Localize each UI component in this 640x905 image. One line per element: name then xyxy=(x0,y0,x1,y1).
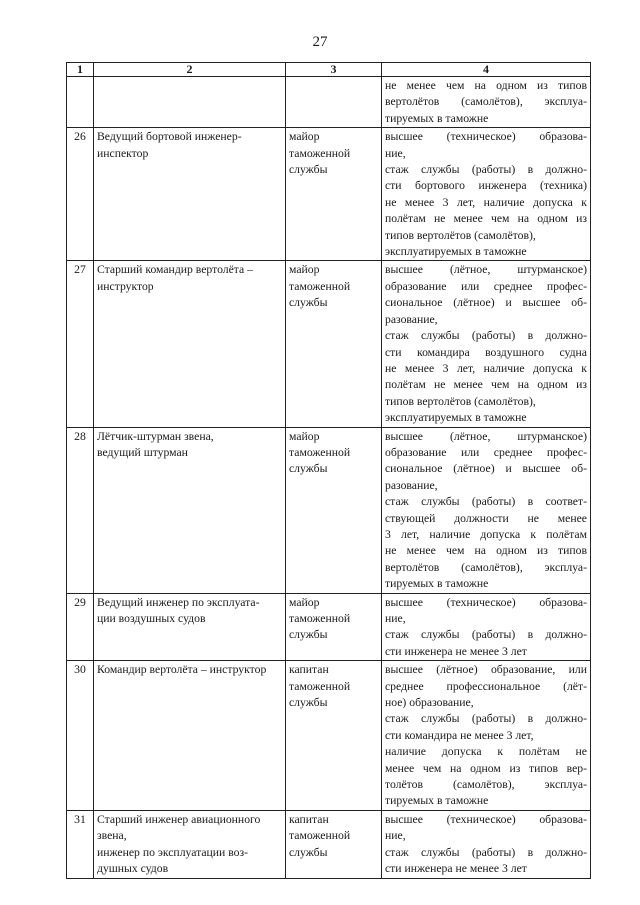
position-line: Лётчик-штурман звена, xyxy=(97,429,214,443)
row-number: 30 xyxy=(67,661,94,811)
header-row xyxy=(67,63,591,77)
rank-line: таможенной xyxy=(289,829,351,843)
continuation-requirements-cell xyxy=(382,77,591,128)
requirements-line: тируемых в таможне xyxy=(385,577,489,591)
requirements-line: ное) образование, xyxy=(385,696,474,710)
rank-line: службы xyxy=(289,163,328,177)
position-line: душных судов xyxy=(97,862,169,876)
requirements-line: разование, xyxy=(385,312,438,326)
rank-line: таможенной xyxy=(289,612,351,625)
requirements-line: стаж службы (работы) в должно- xyxy=(385,163,587,177)
rank-line: таможенной xyxy=(289,146,351,160)
requirements-line: сти бортового инженера (техника) xyxy=(385,179,587,193)
requirements-line: разование, xyxy=(385,478,438,492)
requirements-line: ние, xyxy=(385,146,406,160)
requirements-line: сиональное (лётное) и высшее об- xyxy=(385,296,587,310)
position-cell xyxy=(94,427,286,593)
qualification-table xyxy=(66,62,591,879)
requirements-line: высшее (лётное, штурманское) xyxy=(385,263,587,277)
requirements-line: 3 лет, наличие допуска к полётам xyxy=(385,527,587,541)
requirements-line: тируемых в таможне xyxy=(385,111,489,125)
requirements-cell xyxy=(382,128,591,261)
requirements-line: ствующей должности не менее xyxy=(385,511,587,525)
continuation-rank-cell xyxy=(286,77,382,128)
requirements-line: вертолётов (самолётов), эксплуа- xyxy=(385,95,587,109)
requirements-line: менее чем на одном из типов вер- xyxy=(385,761,587,775)
requirements-line: образование или среднее профес- xyxy=(385,445,587,459)
rank-line: таможенной xyxy=(289,679,351,693)
rank-line: майор xyxy=(289,130,320,144)
position-line: Старший командир вертолёта – xyxy=(97,263,253,277)
position-cell xyxy=(94,810,286,878)
position-line: ведущий штурман xyxy=(97,445,188,459)
requirements-cell xyxy=(382,661,591,811)
column-header-4: 4 xyxy=(382,63,591,77)
rank-line: майор xyxy=(289,429,320,443)
position-line: ции воздушных судов xyxy=(97,612,206,625)
continuation-row xyxy=(67,77,591,128)
position-cell xyxy=(94,661,286,811)
row-number: 29 xyxy=(67,593,94,661)
requirements-line: сти инженера не менее 3 лет xyxy=(385,644,527,658)
requirements-line: ние, xyxy=(385,829,406,843)
requirements-line: стаж службы (работы) в должно- xyxy=(385,628,587,642)
rank-line: майор xyxy=(289,263,320,277)
position-line: Старший инженер авиационного xyxy=(97,812,261,826)
requirements-line: наличие допуска к полётам не xyxy=(385,745,587,759)
continuation-num-cell xyxy=(67,77,94,128)
table-row xyxy=(67,128,591,261)
column-header-1: 1 xyxy=(67,63,94,77)
table-row xyxy=(67,661,591,811)
column-header-2: 2 xyxy=(94,63,286,77)
rank-cell xyxy=(286,427,382,593)
position-line: Ведущий бортовой инженер- xyxy=(97,130,242,144)
requirements-line: не менее чем на одном из типов xyxy=(385,79,587,92)
rank-line: таможенной xyxy=(289,279,351,293)
requirements-line: сти командира воздушного судна xyxy=(385,345,587,359)
column-header-3: 3 xyxy=(286,63,382,77)
requirements-line: высшее (техническое) образова- xyxy=(385,130,587,144)
table-row xyxy=(67,261,591,427)
position-line: инспектор xyxy=(97,146,149,160)
requirements-line: эксплуатируемых в таможне xyxy=(385,245,527,259)
requirements-line: не менее 3 лет, наличие допуска к xyxy=(385,195,587,209)
position-cell xyxy=(94,593,286,661)
table-row xyxy=(67,427,591,593)
requirements-cell xyxy=(382,261,591,427)
requirements-line: не менее 3 лет, наличие допуска к xyxy=(385,361,587,375)
rank-line: службы xyxy=(289,845,328,859)
requirements-line: толётов (самолётов), эксплуа- xyxy=(385,778,587,792)
position-line: инструктор xyxy=(97,279,154,293)
position-line: Командир вертолёта – инструктор xyxy=(97,663,267,677)
row-number: 28 xyxy=(67,427,94,593)
requirements-line: тируемых в таможне xyxy=(385,794,489,808)
rank-line: капитан xyxy=(289,663,329,677)
requirements-line: стаж службы (работы) в должно- xyxy=(385,845,587,859)
rank-cell xyxy=(286,128,382,261)
rank-line: таможенной xyxy=(289,445,351,459)
position-line: звена, xyxy=(97,829,127,843)
requirements-line: сти инженера не менее 3 лет xyxy=(385,862,527,876)
requirements-line: полётам не менее чем на одном из xyxy=(385,212,587,226)
row-number: 31 xyxy=(67,810,94,878)
requirements-line: не менее чем на одном из типов xyxy=(385,544,587,558)
requirements-line: образование или среднее профес- xyxy=(385,279,587,293)
position-line: инженер по эксплуатации воз- xyxy=(97,845,249,859)
requirements-line: стаж службы (работы) в должно- xyxy=(385,329,587,343)
row-number: 26 xyxy=(67,128,94,261)
rank-line: службы xyxy=(289,296,328,310)
table-row xyxy=(67,810,591,878)
rank-line: службы xyxy=(289,462,328,476)
rank-line: службы xyxy=(289,696,328,710)
requirements-line: типов вертолётов (самолётов), xyxy=(385,228,536,242)
requirements-line: сиональное (лётное) и высшее об- xyxy=(385,462,587,476)
requirements-line: типов вертолётов (самолётов), xyxy=(385,394,536,408)
rank-cell xyxy=(286,810,382,878)
position-line: Ведущий инженер по эксплуата- xyxy=(97,595,260,609)
requirements-line: высшее (техническое) образова- xyxy=(385,595,587,609)
requirements-line: ние, xyxy=(385,612,406,625)
requirements-line: полётам не менее чем на одном из xyxy=(385,378,587,392)
rank-cell xyxy=(286,261,382,427)
row-number: 27 xyxy=(67,261,94,427)
requirements-line: среднее профессиональное (лёт- xyxy=(385,679,587,693)
requirements-line: высшее (лётное) образование, или xyxy=(385,663,587,677)
requirements-line: высшее (лётное, штурманское) xyxy=(385,429,587,443)
requirements-line: стаж службы (работы) в соответ- xyxy=(385,495,587,509)
rank-line: майор xyxy=(289,595,320,609)
requirements-cell xyxy=(382,593,591,661)
continuation-position-cell xyxy=(94,77,286,128)
requirements-line: вертолётов (самолётов), эксплуа- xyxy=(385,560,587,574)
requirements-cell xyxy=(382,810,591,878)
rank-line: капитан xyxy=(289,812,329,826)
requirements-line: сти командира не менее 3 лет, xyxy=(385,728,534,742)
requirements-line: эксплуатируемых в таможне xyxy=(385,411,527,425)
page-number: 27 xyxy=(312,34,328,50)
table-row xyxy=(67,593,591,661)
position-cell xyxy=(94,128,286,261)
rank-cell xyxy=(286,661,382,811)
rank-line: службы xyxy=(289,628,328,642)
position-cell xyxy=(94,261,286,427)
requirements-cell xyxy=(382,427,591,593)
requirements-line: стаж службы (работы) в должно- xyxy=(385,712,587,726)
rank-cell xyxy=(286,593,382,661)
requirements-line: высшее (техническое) образова- xyxy=(385,812,587,826)
